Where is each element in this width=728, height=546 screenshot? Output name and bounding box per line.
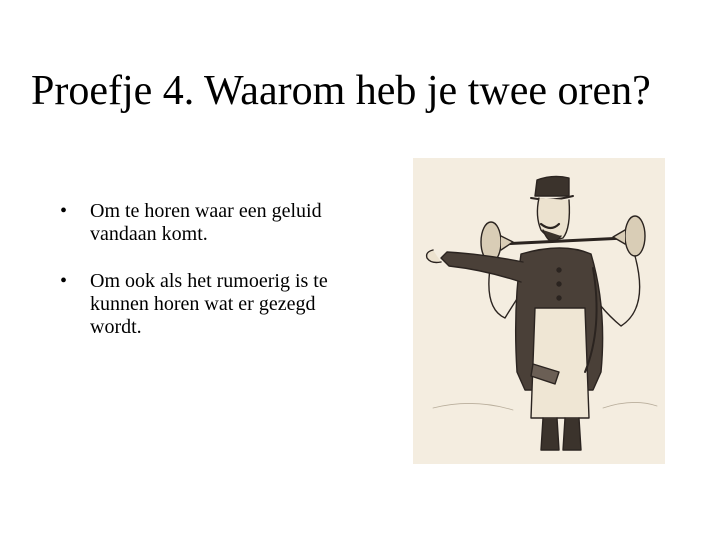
slide-title: Proefje 4. Waarom heb je twee oren? xyxy=(31,68,651,114)
bullet-text: Om ook als het rumoerig is te kunnen horen wat er gezegd wordt. xyxy=(90,270,328,338)
engraving-illustration xyxy=(413,158,665,464)
bullet-list xyxy=(60,200,360,363)
man-with-ear-trumpets-icon xyxy=(413,158,665,464)
bullet-item xyxy=(60,200,360,246)
bullet-item xyxy=(60,270,360,339)
bullet-dot-icon: • xyxy=(60,270,68,292)
bullet-dot-icon: • xyxy=(60,200,68,222)
bullet-text: Om te horen waar een geluid vandaan komt. xyxy=(90,200,322,245)
